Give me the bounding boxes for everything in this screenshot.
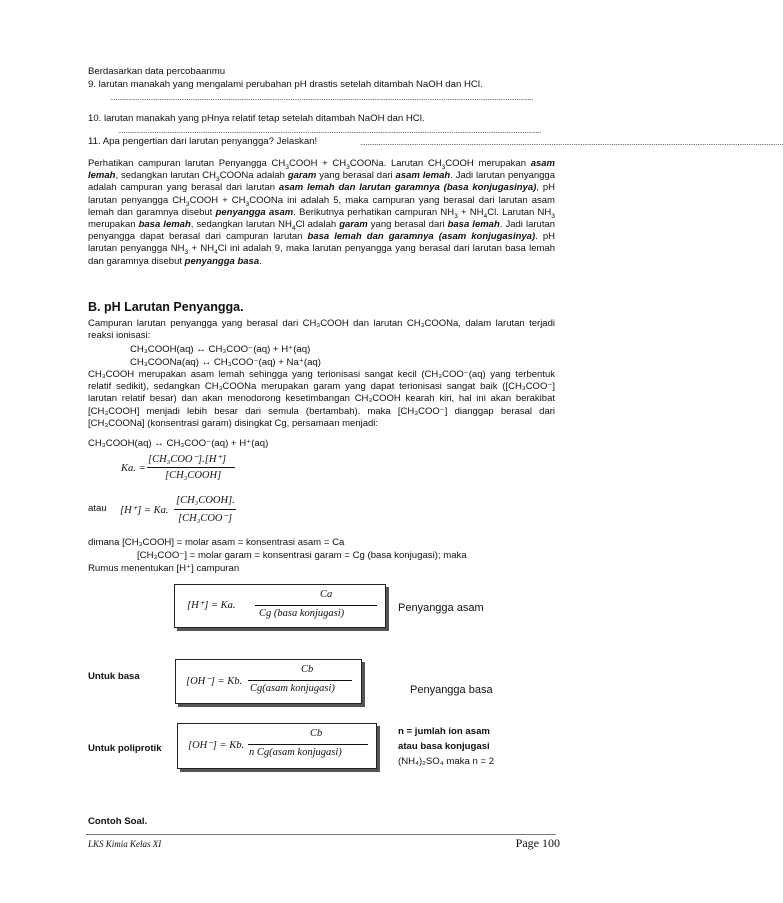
box1-lhs: [H⁺] = Ka. bbox=[187, 600, 236, 611]
box1-denominator: Cg (basa konjugasi) bbox=[259, 608, 345, 619]
ka-equation-lhs: Ka. = bbox=[121, 463, 146, 474]
label-untuk-basa: Untuk basa bbox=[88, 671, 140, 682]
ka-equation-numerator: [CH₃COO⁻].[H⁺] bbox=[148, 454, 227, 465]
ka-equation-denominator: [CH₃COOH] bbox=[165, 470, 222, 481]
h-fraction-bar bbox=[174, 509, 236, 510]
formula-box-polyprotic bbox=[177, 723, 377, 769]
box3-numerator: Cb bbox=[310, 728, 323, 739]
paragraph-buffer-intro: Perhatikan campuran larutan Penyangga $CH_3COOH$ + $CH_3COONa$. Larutan $CH_3COOH$ merupakan asam lemah, sedangkan larutan $CH_3COONa$ adalah garam yang berasal dari asam lemah. Jadi larutan penyangga adalah campuran yang berasal dari larutan asam lemah dan larutan garamnya (basa konjugasinya), pH larutan penyangga $CH_3COOH$ + $CH_3COONa$ ini adalah 5, maka campuran yang berasal dari larutan asam lemah dan garamnya disebut penyangga asam. Berikutnya perhatikan campuran $NH_3 + NH_4Cl$. Larutan $NH_3$ merupakan basa lemah, sedangkan larutan $NH_4Cl$ adalah garam yang berasal dari basa lemah. Jadi larutan penyangga dapat berasal dari campuran larutan basa lemah dan garamnya (asam konjugasinya). pH larutan penyangga $NH_3 + NH_4Cl$ ini adalah 9, maka larutan penyangga yang berasal dari larutan basa lemah dan garamnya disebut penyangga basa. bbox=[88, 158, 556, 267]
h-equation-numerator: [CH₃COOH]. bbox=[176, 495, 235, 506]
box2-numerator: Cb bbox=[301, 664, 314, 675]
question-9: 9. larutan manakah yang mengalami perubahan pH drastis setelah ditambah NaOH dan HCl. bbox=[88, 79, 483, 90]
formula-box-acid bbox=[174, 584, 386, 628]
note-n-line3: (NH₄)₂SO₄ maka n = 2 bbox=[398, 756, 495, 767]
answer-line-9: ........................................................................................................................................................................................................................................ bbox=[110, 93, 533, 102]
note-n-line1: n = jumlah ion asam bbox=[398, 726, 490, 737]
answer-line-10: ........................................................................................................................................................................................................................................ bbox=[118, 126, 541, 135]
box3-lhs: [OH⁻] = Kb. bbox=[188, 740, 245, 751]
label-untuk-poliprotik: Untuk poliprotik bbox=[88, 743, 162, 754]
box2-denominator: Cg(asam konjugasi) bbox=[250, 683, 335, 694]
h-equation-lhs: [H⁺] = Ka. bbox=[120, 505, 169, 516]
box1-numerator: Ca bbox=[320, 589, 333, 600]
box1-fraction-bar bbox=[255, 605, 377, 606]
box3-denominator: n Cg(asam konjugasi) bbox=[249, 747, 342, 758]
rumus-text: Rumus menentukan [H⁺] campuran bbox=[88, 563, 240, 574]
answer-line-11: ........................................................................................................................................................................................................................................ bbox=[360, 138, 783, 147]
contoh-soal-heading: Contoh Soal. bbox=[88, 816, 148, 827]
intro-text: Berdasarkan data percobaanmu bbox=[88, 66, 226, 77]
footer-divider bbox=[86, 834, 556, 835]
section-heading-b: B. pH Larutan Penyangga. bbox=[88, 300, 244, 314]
label-penyangga-basa: Penyangga basa bbox=[410, 684, 493, 696]
reaction-ch3cooh: CH₃COOH(aq) ↔ CH₃COO⁻(aq) + H⁺(aq) bbox=[130, 344, 311, 355]
note-n-line2: atau basa konjugasi bbox=[398, 741, 490, 752]
box2-lhs: [OH⁻] = Kb. bbox=[186, 676, 243, 687]
definition-ca: dimana [CH₃COOH] = molar asam = konsentrasi asam = Ca bbox=[88, 537, 345, 548]
formula-box-base bbox=[175, 659, 362, 704]
definition-cg: [CH₃COO⁻] = molar garam = konsentrasi garam = Cg (basa konjugasi); maka bbox=[137, 550, 467, 561]
footer-title: LKS Kimia Kelas XI bbox=[88, 839, 162, 849]
page-number: Page 100 bbox=[515, 836, 560, 850]
ka-fraction-bar bbox=[147, 467, 235, 468]
h-equation-denominator: [CH₃COO⁻] bbox=[178, 513, 233, 524]
atau-text: atau bbox=[88, 503, 107, 514]
paragraph-explanation: CH₃COOH merupakan asam lemah sehingga yang terionisasi sangat kecil (CH₃COO⁻(aq) yang terbentuk relatif sedikit), sedangkan CH₃COONa merupakan garam yang dapat terionisasi sangat baik ([CH₃COO⁻] larutan relatif besar) dan akan menodorong kesetimbangan CH₃COOH kearah kiri, hal ini akan berakibat [CH₃COOH] menjadi lebih besar dari semula (bertambah). maka [CH₃COO⁻] dianggap berasal dari [CH₃COONa] (konsentrasi garam) disingkat Cg, persamaan menjadi: bbox=[88, 369, 555, 429]
label-penyangga-asam: Penyangga asam bbox=[398, 602, 484, 614]
reaction-equilibrium: CH₃COOH(aq) ↔ CH₃COO⁻(aq) + H⁺(aq) bbox=[88, 438, 269, 449]
box2-fraction-bar bbox=[248, 680, 352, 681]
question-11: 11. Apa pengertian dari larutan penyangga? Jelaskan! bbox=[88, 136, 318, 147]
reaction-ch3coona: CH₃COONa(aq) ↔ CH₃COO⁻(aq) + Na⁺(aq) bbox=[130, 357, 321, 368]
paragraph-ionization: Campuran larutan penyangga yang berasal dari CH₃COOH dan larutan CH₃COONa, dalam larutan terjadi reaksi ionisasi: bbox=[88, 318, 555, 342]
box3-fraction-bar bbox=[248, 744, 368, 745]
question-10: 10. larutan manakah yang pHnya relatif tetap setelah ditambah NaOH dan HCl. bbox=[88, 113, 425, 124]
